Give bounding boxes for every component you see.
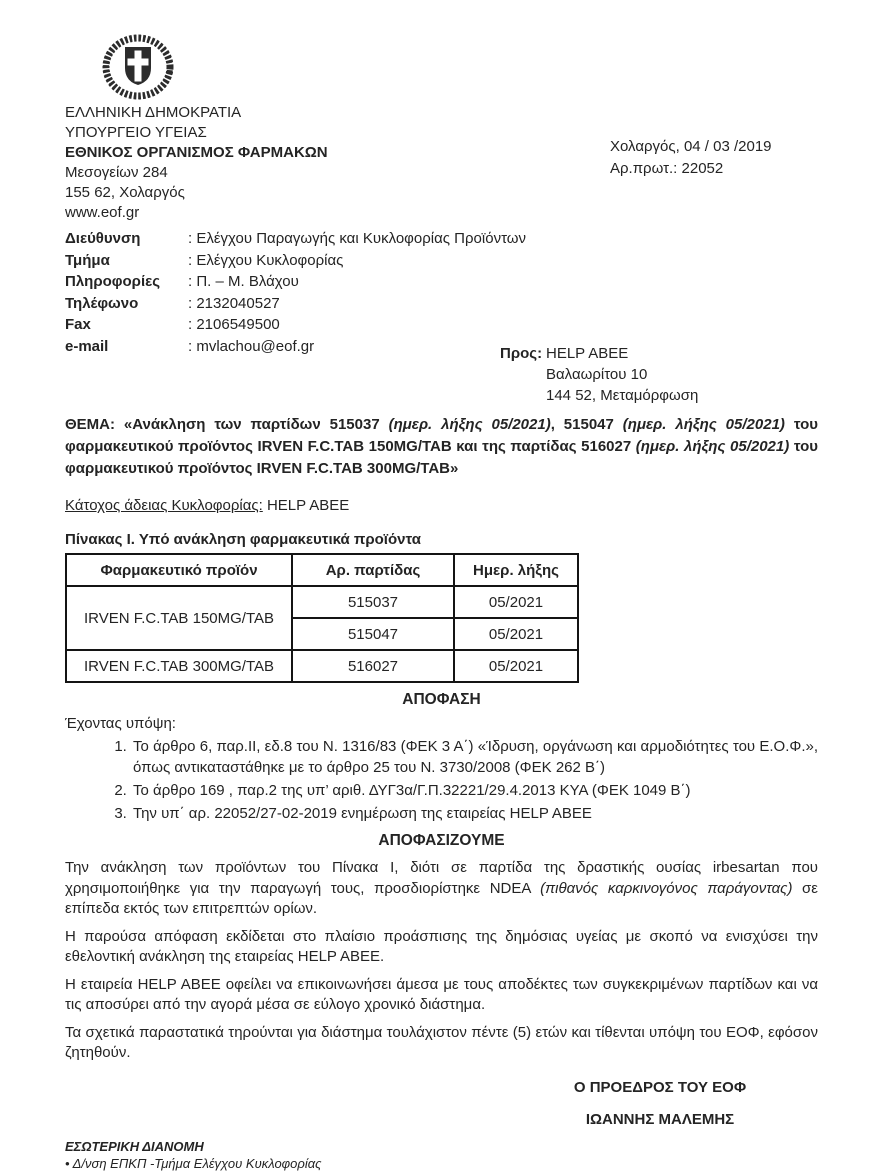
resolution-text: σε επίπεδα εκτός των επιτρεπτών ορίων. <box>65 879 818 917</box>
contact-value: : mvlachou@eof.gr <box>188 337 315 355</box>
signatory-title: Ο ΠΡΟΕΔΡΟΣ ΤΟΥ ΕΟΦ <box>573 1078 747 1096</box>
table-header-row <box>66 554 578 586</box>
subject-text: «Ανάκληση των παρτίδων 515037 <box>115 416 389 433</box>
batch-cell: 516027 <box>292 650 454 682</box>
consideration-item: 3. Την υπ΄ αρ. 22052/27-02-2019 ενημέρωση της εταιρείας HELP ABEE <box>131 803 818 824</box>
recipient-block <box>500 343 818 406</box>
contact-row <box>65 271 818 293</box>
subject-expiry-note: (ημερ. λήξης 05/2021) <box>622 416 785 433</box>
consideration-item: 1. Το άρθρο 6, παρ.ΙΙ, εδ.8 του Ν. 1316/83 (ΦΕΚ 3 Α΄) «Ίδρυση, οργάνωση και αρμοδιότητες του Ε.Ο.Φ.», όπως αντικαταστάθηκε με το άρθρο 25 του Ν. 3730/2008 (ΦΕΚ 262 Β΄) <box>131 736 818 778</box>
carcinogen-note: (πιθανός καρκινογόνος παράγοντας) <box>540 879 793 897</box>
subject-text: του φαρμακευτικού προϊόντος IRVEN F.C.TAB 150MG/TAB και της παρτίδας 516027 <box>65 416 819 455</box>
subject-expiry-note: (ημερ. λήξης 05/2021) <box>388 416 551 433</box>
address-line-2: 155 62, Χολαργός <box>65 184 185 201</box>
batch-cell: 515037 <box>292 586 454 618</box>
license-holder-value: HELP ABEE <box>266 497 350 514</box>
column-header-expiry: Ημερ. λήξης <box>454 554 578 586</box>
expiry-cell: 05/2021 <box>454 586 578 618</box>
resolution-paragraph-3: Η εταιρεία HELP ABEE οφείλει να επικοινωνήσει άμεσα με τους αποδέκτες των συγκεκριμένων παρτίδων και να τις αποσύρει από την αγορά μέσα σε εύλογο χρονικό διάστημα. <box>65 975 818 1013</box>
subject-expiry-note: (ημερ. λήξης 05/2021) <box>635 438 790 455</box>
address-line-1: Μεσογείων 284 <box>65 164 168 181</box>
ministry-line: ΥΠΟΥΡΓΕΙΟ ΥΓΕΙΑΣ <box>65 124 207 141</box>
contact-row <box>65 314 818 336</box>
expiry-cell: 05/2021 <box>454 618 578 650</box>
table-title: Πίνακας Ι. Υπό ανάκληση φαρμακευτικά προϊόντα <box>65 531 421 548</box>
considerations-intro: Έχοντας υπόψη: <box>65 715 176 732</box>
contact-label: Τμήμα <box>65 251 110 269</box>
contact-row <box>65 293 818 315</box>
resolution-paragraph-4: Τα σχετικά παραστατικά τηρούνται για διάστημα τουλάχιστον πέντε (5) ετών και τίθενται υπόψη του ΕΟΦ, εφόσον ζητηθούν. <box>65 1023 818 1061</box>
recipient-street: Βαλαωρίτου 10 <box>546 366 648 383</box>
recipient-label: Προς: <box>500 345 543 362</box>
subject-text: του φαρμακευτικού προϊόντος IRVEN F.C.TAB 300MG/TAB» <box>65 438 819 477</box>
contact-label: Διεύθυνση <box>65 230 141 247</box>
subject-paragraph <box>65 414 818 480</box>
considerations-list <box>65 736 818 824</box>
contact-label: Fax <box>65 316 91 333</box>
republic-line: ΕΛΛΗΝΙΚΗ ΔΗΜΟΚΡΑΤΙΑ <box>65 104 242 121</box>
contact-value: : Ελέγχου Παραγωγής και Κυκλοφορίας Προϊόντων <box>188 230 526 247</box>
protocol-number: Αρ.πρωτ.: 22052 <box>610 160 724 177</box>
website-link: www.eof.gr <box>65 204 140 221</box>
signatory-name: ΙΩΑΝΝΗΣ ΜΑΛΕΜΗΣ <box>585 1110 735 1128</box>
contact-row <box>65 228 818 250</box>
resolution-text: Την ανάκληση των προϊόντων του Πίνακα Ι, διότι σε παρτίδα της δραστικής ουσίας irbesartan που χρησιμοποιήθηκε για την παραγωγή τους, προσδιορίστηκε NDEA <box>65 859 818 897</box>
signature-block <box>530 1078 790 1129</box>
contact-value: : Π. – Μ. Βλάχου <box>188 273 299 290</box>
contact-label: Τηλέφωνο <box>65 294 139 312</box>
expiry-cell: 05/2021 <box>454 650 578 682</box>
resolution-paragraph-2: Η παρούσα απόφαση εκδίδεται στο πλαίσιο προάσπισης της δημόσιας υγείας με σκοπό να ενισχύσει την εθελοντική ανάκληση της εταιρείας HELP ABEE. <box>65 927 818 965</box>
product-cell: IRVEN F.C.TAB 150MG/TAB <box>66 586 292 650</box>
greek-coat-of-arms-icon <box>95 34 818 100</box>
subject-label: ΘΕΜΑ: <box>65 416 115 433</box>
date-protocol-block <box>610 136 772 180</box>
table-row <box>66 586 578 618</box>
contact-value: : Ελέγχου Κυκλοφορίας <box>188 251 344 269</box>
internal-distribution <box>65 1138 818 1172</box>
recipient-name: HELP ABEE <box>546 345 629 362</box>
subject-text: , 515047 <box>550 416 623 433</box>
decision-heading: ΑΠΟΦΑΣΗ <box>402 691 481 708</box>
recipient-city: 144 52, Μεταμόρφωση <box>546 387 699 404</box>
recall-table <box>65 553 579 683</box>
table-row <box>66 650 578 682</box>
internal-distribution-item: • Δ/νση ΕΠΚΠ -Τμήμα Ελέγχου Κυκλοφορίας <box>65 1155 322 1171</box>
place-date: Χολαργός, 04 / 03 /2019 <box>610 138 772 155</box>
internal-distribution-title: ΕΣΩΤΕΡΙΚΗ ΔΙΑΝΟΜΗ <box>65 1138 204 1154</box>
consideration-item: 2. Το άρθρο 169 , παρ.2 της υπ’ αριθ. ΔΥΓ3α/Γ.Π.32221/29.4.2013 ΚΥΑ (ΦΕΚ 1049 Β΄) <box>131 780 818 801</box>
contact-label: Πληροφορίες <box>65 273 161 290</box>
column-header-batch: Αρ. παρτίδας <box>292 554 454 586</box>
batch-cell: 515047 <box>292 618 454 650</box>
column-header-product: Φαρμακευτικό προϊόν <box>66 554 292 586</box>
resolution-heading: ΑΠΟΦΑΣΙΖΟΥΜΕ <box>378 832 505 849</box>
organization-line: ΕΘΝΙΚΟΣ ΟΡΓΑΝΙΣΜΟΣ ΦΑΡΜΑΚΩΝ <box>65 144 328 161</box>
resolution-paragraph-1 <box>65 858 818 920</box>
contact-label: e-mail <box>65 337 109 355</box>
license-holder-label: Κάτοχος άδειας Κυκλοφορίας: <box>65 497 263 514</box>
contact-value: : 2106549500 <box>188 316 280 333</box>
license-holder-line <box>65 495 818 517</box>
contact-value: : 2132040527 <box>188 294 280 312</box>
contact-row <box>65 250 818 272</box>
product-cell: IRVEN F.C.TAB 300MG/TAB <box>66 650 292 682</box>
recipient-address <box>546 343 698 406</box>
contact-block <box>65 228 818 357</box>
